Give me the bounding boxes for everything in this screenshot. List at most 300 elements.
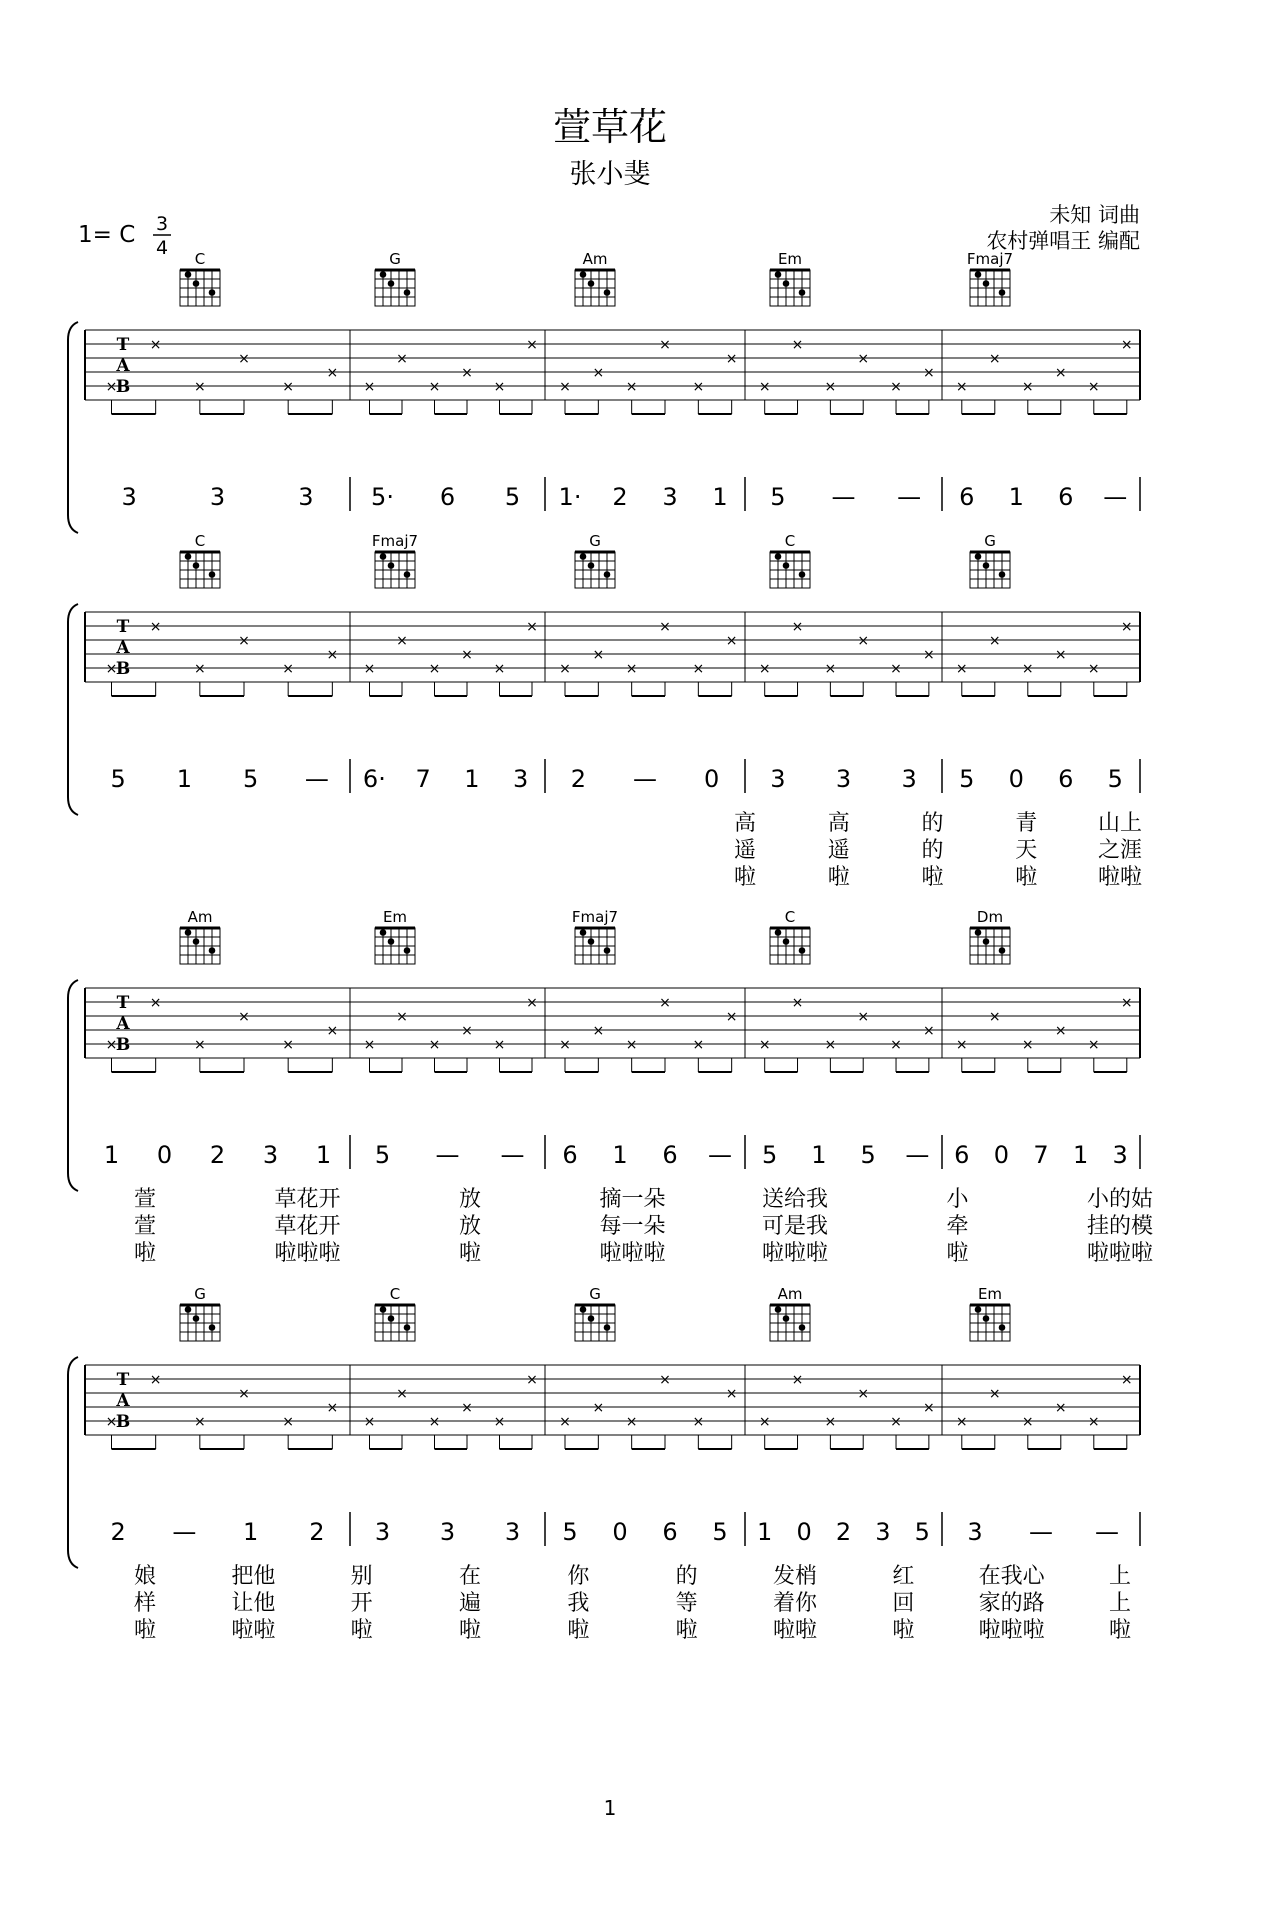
tab-mark: × <box>922 647 935 663</box>
tab-mark: × <box>559 1414 571 1430</box>
chord-diagram-finger-dot <box>775 553 782 560</box>
lyric-text: 青 <box>1015 811 1038 836</box>
chord-diagram-finger-dot <box>388 1315 395 1322</box>
chord-diagram-finger-dot <box>588 1315 595 1322</box>
tab-mark: × <box>149 1372 162 1388</box>
chord-diagram-finger-dot <box>209 571 216 578</box>
tab-mark: × <box>193 661 206 677</box>
tab-mark: × <box>890 379 902 395</box>
jianpu-note: 0 <box>993 1141 1010 1169</box>
system-bracket <box>68 604 78 815</box>
tab-mark: × <box>1087 661 1100 677</box>
time-signature-bottom: 4 <box>155 237 169 259</box>
jianpu-note: 3 <box>662 483 678 511</box>
lyric-text: 每一朵 <box>599 1214 666 1239</box>
chord-diagram-finger-dot <box>580 929 587 936</box>
jianpu-note: 1 <box>103 1141 120 1169</box>
lyric-text: 的 <box>675 1564 698 1589</box>
chord-diagram-finger-dot <box>185 929 192 936</box>
chord-diagram-finger-dot <box>775 271 782 278</box>
lyric-text: 高 <box>733 811 757 836</box>
lyric-text: 在 <box>458 1564 482 1589</box>
tab-mark: × <box>758 1414 771 1430</box>
jianpu-note: 7 <box>415 765 431 793</box>
tab-mark: × <box>1021 661 1034 677</box>
chord-diagram-finger-dot <box>580 553 587 560</box>
chord-diagram-finger-dot <box>799 571 806 578</box>
tab-mark: × <box>1087 379 1100 395</box>
system-bracket <box>68 980 78 1191</box>
tab-mark: × <box>105 379 118 395</box>
tab-mark: × <box>659 995 671 1011</box>
tab-mark: × <box>193 1037 206 1053</box>
tab-mark: × <box>955 1414 968 1430</box>
jianpu-note: 5 <box>914 1518 930 1546</box>
tab-mark: × <box>1021 1414 1034 1430</box>
chord-name: G <box>589 1285 601 1303</box>
jianpu-note: 3 <box>298 483 314 511</box>
lyric-text: 牵 <box>946 1214 969 1239</box>
tab-mark: × <box>857 633 870 649</box>
tab-mark: × <box>493 379 506 395</box>
tab-mark: × <box>326 1023 339 1039</box>
tab-mark: × <box>625 379 638 395</box>
lyric-text: 啦 <box>892 1618 915 1643</box>
tab-mark: × <box>1087 1414 1100 1430</box>
chord-diagram-finger-dot <box>388 938 395 945</box>
tab-mark: × <box>824 661 837 677</box>
tab-mark: × <box>922 365 935 381</box>
chord-diagram-finger-dot <box>404 289 411 296</box>
chord-name: G <box>589 532 601 550</box>
chord-diagram-finger-dot <box>193 562 200 569</box>
jianpu-note: 0 <box>612 1518 628 1546</box>
jianpu-note: 3 <box>967 1518 983 1546</box>
lyric-text: 回 <box>892 1591 915 1616</box>
jianpu-note: 7 <box>1033 1141 1049 1169</box>
system-bracket <box>68 1357 78 1568</box>
chord-name: C <box>784 532 796 550</box>
chord-diagram-finger-dot <box>975 1306 982 1313</box>
lyric-text: 小的姑 <box>1086 1187 1154 1212</box>
tab-mark: × <box>461 647 473 663</box>
tab-mark: × <box>238 351 250 367</box>
tab-mark: × <box>1054 1023 1067 1039</box>
lyric-text: 等 <box>675 1591 698 1616</box>
chord-diagram-finger-dot <box>380 1306 387 1313</box>
lyric-text: 娘 <box>133 1564 157 1589</box>
jianpu-note: 3 <box>209 483 226 511</box>
chord-diagram-finger-dot <box>799 1324 806 1331</box>
lyric-text: 啦 <box>458 1241 482 1266</box>
tab-mark: × <box>725 351 738 367</box>
jianpu-note: 1 <box>315 1141 332 1169</box>
jianpu-note: 6 <box>562 1141 578 1169</box>
chord-name: Em <box>977 1285 1003 1303</box>
jianpu-note: 1 <box>612 1141 628 1169</box>
chord-diagram-finger-dot <box>185 1306 192 1313</box>
jianpu-note: 3 <box>901 765 917 793</box>
lyric-text: 家的路 <box>978 1591 1045 1616</box>
chord-diagram-finger-dot <box>604 1324 611 1331</box>
lyric-text: 啦啦啦 <box>978 1618 1045 1643</box>
tab-mark: × <box>149 337 162 353</box>
jianpu-note: 5 <box>562 1518 578 1546</box>
tab-mark: × <box>1021 1037 1034 1053</box>
chord-diagram-finger-dot <box>999 571 1006 578</box>
lyric-text: 啦啦 <box>1097 865 1143 890</box>
chord-diagram-finger-dot <box>185 553 192 560</box>
tab-mark: × <box>238 1386 250 1402</box>
chord-diagram-finger-dot <box>209 289 216 296</box>
lyric-text: 啦 <box>133 1241 157 1266</box>
jianpu-note: 1 <box>811 1141 827 1169</box>
lyric-text: 可是我 <box>761 1214 829 1239</box>
tab-mark: × <box>625 1037 638 1053</box>
tab-clef-letter: A <box>116 1014 130 1034</box>
tab-mark: × <box>461 1400 473 1416</box>
jianpu-note: 1 <box>176 765 193 793</box>
chord-diagram-finger-dot <box>193 1315 200 1322</box>
chord-diagram-finger-dot <box>999 1324 1006 1331</box>
tab-mark: × <box>857 351 870 367</box>
lyric-text: 啦 <box>567 1618 590 1643</box>
tab-mark: × <box>988 633 1001 649</box>
tab-mark: × <box>363 1414 376 1430</box>
tab-mark: × <box>988 351 1001 367</box>
jianpu-note: — <box>1103 483 1128 511</box>
jianpu-note: 1· <box>558 483 582 511</box>
tab-mark: × <box>363 661 376 677</box>
system-3 <box>68 908 1153 1266</box>
tab-mark: × <box>396 1386 408 1402</box>
chord-name: Fmaj7 <box>571 908 619 926</box>
chord-diagram-finger-dot <box>983 280 990 287</box>
lyric-text: 啦 <box>921 865 944 890</box>
lyric-text: 遥 <box>733 838 757 863</box>
tab-mark: × <box>758 379 771 395</box>
chord-diagram-finger-dot <box>975 271 982 278</box>
lyric-text: 的 <box>921 811 944 836</box>
chord-name: C <box>194 250 206 268</box>
chord-diagram-finger-dot <box>380 553 387 560</box>
chord-name: Am <box>777 1285 803 1303</box>
jianpu-note: 2 <box>835 1518 852 1546</box>
lyric-text: 啦 <box>733 865 757 890</box>
jianpu-note: 3 <box>512 765 529 793</box>
tab-clef-letter: B <box>115 377 131 397</box>
tab-mark: × <box>824 1414 837 1430</box>
lyric-text: 送给我 <box>761 1187 829 1212</box>
jianpu-note: 2 <box>209 1141 226 1169</box>
jianpu-note: 0 <box>1008 765 1024 793</box>
jianpu-note: 0 <box>704 765 720 793</box>
jianpu-note: 5 <box>860 1141 876 1169</box>
chord-diagram-finger-dot <box>604 289 611 296</box>
chord-diagram-finger-dot <box>604 571 611 578</box>
tab-clef-letter: T <box>116 335 130 355</box>
lyric-text: 把他 <box>231 1564 276 1589</box>
jianpu-note: 3 <box>262 1141 279 1169</box>
lyric-text: 啦 <box>1015 865 1038 890</box>
tab-mark: × <box>428 1414 441 1430</box>
chord-diagram-finger-dot <box>775 1306 782 1313</box>
lyric-text: 在我心 <box>978 1564 1045 1589</box>
tab-mark: × <box>149 995 162 1011</box>
jianpu-note: — <box>172 1518 197 1546</box>
jianpu-note: — <box>708 1141 732 1169</box>
tab-mark: × <box>890 1414 902 1430</box>
tab-mark: × <box>725 1386 738 1402</box>
lyric-text: 我 <box>567 1591 590 1616</box>
jianpu-note: — <box>304 765 329 793</box>
tab-mark: × <box>326 647 339 663</box>
tab-mark: × <box>1054 1400 1067 1416</box>
jianpu-note: 5 <box>110 765 126 793</box>
tab-mark: × <box>692 379 705 395</box>
tab-mark: × <box>791 1372 804 1388</box>
tab-clef-letter: A <box>116 356 130 376</box>
chord-diagram-finger-dot <box>193 280 200 287</box>
tab-mark: × <box>326 1400 339 1416</box>
tab-mark: × <box>193 1414 206 1430</box>
lyric-text: 让他 <box>231 1591 276 1616</box>
tab-mark: × <box>592 365 605 381</box>
chord-diagram-finger-dot <box>209 947 216 954</box>
chord-diagram-finger-dot <box>799 947 806 954</box>
chord-diagram-finger-dot <box>380 271 387 278</box>
tab-mark: × <box>493 661 506 677</box>
lyric-text: 啦啦啦 <box>274 1241 341 1266</box>
tab-mark: × <box>1054 647 1067 663</box>
lyric-text: 啦 <box>946 1241 969 1266</box>
jianpu-note: — <box>1029 1518 1053 1546</box>
tab-mark: × <box>282 1414 295 1430</box>
chord-diagram-finger-dot <box>588 938 595 945</box>
lyricist-composer-credit: 未知 词曲 <box>1049 203 1140 227</box>
chord-diagram-finger-dot <box>783 562 790 569</box>
tab-mark: × <box>659 1372 671 1388</box>
chord-name: C <box>389 1285 401 1303</box>
chord-name: Fmaj7 <box>966 250 1014 268</box>
jianpu-note: 2 <box>612 483 628 511</box>
chord-name: C <box>194 532 206 550</box>
tab-mark: × <box>396 633 408 649</box>
tab-mark: × <box>592 1400 605 1416</box>
chord-name: G <box>389 250 401 268</box>
jianpu-note: — <box>831 483 856 511</box>
chord-diagram-finger-dot <box>799 289 806 296</box>
tab-mark: × <box>493 1414 506 1430</box>
chord-name: Em <box>382 908 408 926</box>
tab-mark: × <box>1120 995 1133 1011</box>
jianpu-note: 0 <box>796 1518 812 1546</box>
tab-mark: × <box>659 337 671 353</box>
jianpu-note: 2 <box>110 1518 126 1546</box>
tab-mark: × <box>396 351 408 367</box>
tab-mark: × <box>493 1037 506 1053</box>
tab-mark: × <box>922 1023 935 1039</box>
tab-mark: × <box>824 1037 837 1053</box>
tab-clef-letter: A <box>116 1391 130 1411</box>
tab-mark: × <box>692 1037 705 1053</box>
lyric-text: 草花开 <box>274 1214 341 1239</box>
jianpu-note: — <box>633 765 657 793</box>
chord-diagram-finger-dot <box>580 271 587 278</box>
tab-mark: × <box>396 1009 408 1025</box>
jianpu-note: 3 <box>439 1518 456 1546</box>
jianpu-note: — <box>1095 1518 1119 1546</box>
tab-clef-letter: B <box>115 659 131 679</box>
jianpu-note: — <box>500 1141 525 1169</box>
tab-mark: × <box>1120 337 1133 353</box>
jianpu-note: 5 <box>712 1518 728 1546</box>
chord-diagram-finger-dot <box>209 1324 216 1331</box>
tab-clef-letter: B <box>115 1412 131 1432</box>
chord-diagram-finger-dot <box>580 1306 587 1313</box>
key-signature: 1= C <box>78 222 136 248</box>
tab-mark: × <box>1120 619 1133 635</box>
tab-mark: × <box>105 1037 118 1053</box>
tab-mark: × <box>1120 1372 1133 1388</box>
lyric-text: 遥 <box>827 838 850 863</box>
tab-mark: × <box>326 365 339 381</box>
jianpu-note: 6 <box>662 1518 678 1546</box>
lyric-text: 发梢 <box>772 1564 818 1589</box>
system-4 <box>68 1285 1140 1643</box>
tab-mark: × <box>1021 379 1034 395</box>
tab-mark: × <box>363 1037 376 1053</box>
lyric-text: 红 <box>892 1564 915 1589</box>
jianpu-note: 3 <box>121 483 137 511</box>
tab-mark: × <box>363 379 376 395</box>
chord-diagram-finger-dot <box>983 562 990 569</box>
lyric-text: 草花开 <box>274 1187 341 1212</box>
tab-clef-letter: T <box>116 617 130 637</box>
tab-mark: × <box>559 661 571 677</box>
chord-name: Am <box>582 250 608 268</box>
lyric-text: 啦啦啦 <box>599 1241 666 1266</box>
lyric-text: 上 <box>1108 1564 1132 1589</box>
tab-mark: × <box>692 1414 705 1430</box>
tab-mark: × <box>461 365 473 381</box>
tab-clef-letter: T <box>116 1370 130 1390</box>
tab-mark: × <box>857 1009 870 1025</box>
tab-mark: × <box>758 1037 771 1053</box>
lyric-text: 你 <box>567 1564 590 1589</box>
lyric-text: 着你 <box>772 1591 818 1616</box>
tab-mark: × <box>526 995 538 1011</box>
tab-mark: × <box>559 379 571 395</box>
lyric-text: 啦 <box>458 1618 482 1643</box>
lyric-text: 啦啦 <box>231 1618 276 1643</box>
lyric-text: 小 <box>946 1187 969 1212</box>
jianpu-note: — <box>905 1141 930 1169</box>
system-bracket <box>68 322 78 533</box>
chord-name: Em <box>777 250 803 268</box>
tab-mark: × <box>988 1009 1001 1025</box>
lyric-text: 上 <box>1108 1591 1132 1616</box>
tab-mark: × <box>955 1037 968 1053</box>
tab-mark: × <box>193 379 206 395</box>
jianpu-note: 2 <box>309 1518 325 1546</box>
jianpu-note: 3 <box>835 765 852 793</box>
lyric-text: 啦 <box>827 865 850 890</box>
lyric-text: 啦 <box>350 1618 373 1643</box>
lyric-text: 样 <box>133 1591 157 1616</box>
score-systems <box>68 250 1153 1643</box>
lyric-text: 啦啦啦 <box>761 1241 829 1266</box>
jianpu-note: 1 <box>757 1518 773 1546</box>
system-1 <box>68 250 1140 533</box>
lyric-text: 放 <box>458 1187 482 1212</box>
song-title: 萱草花 <box>552 105 668 149</box>
jianpu-note: 6 <box>1058 765 1074 793</box>
lyric-text: 遍 <box>458 1591 482 1616</box>
tab-mark: × <box>1054 365 1067 381</box>
tab-mark: × <box>526 1372 538 1388</box>
lyric-text: 天 <box>1015 838 1038 863</box>
chord-name: Dm <box>976 908 1004 926</box>
chord-diagram-finger-dot <box>388 562 395 569</box>
jianpu-note: 0 <box>156 1141 173 1169</box>
lyric-text: 的 <box>921 838 944 863</box>
tab-mark: × <box>238 1009 250 1025</box>
lyric-text: 萱 <box>133 1214 157 1239</box>
jianpu-note: 6 <box>1058 483 1074 511</box>
lyric-text: 放 <box>458 1214 482 1239</box>
jianpu-note: 1 <box>1072 1141 1089 1169</box>
tab-mark: × <box>625 1414 638 1430</box>
jianpu-note: 3 <box>875 1518 891 1546</box>
jianpu-note: 3 <box>1112 1141 1128 1169</box>
tab-mark: × <box>988 1386 1001 1402</box>
tab-mark: × <box>428 1037 441 1053</box>
jianpu-note: 5 <box>374 1141 391 1169</box>
jianpu-note: 5· <box>371 483 394 511</box>
jianpu-note: 5 <box>1107 765 1123 793</box>
artist-name: 张小斐 <box>569 159 651 190</box>
lyric-text: 之涯 <box>1097 838 1143 863</box>
jianpu-note: 5 <box>959 765 975 793</box>
jianpu-note: 5 <box>761 1141 778 1169</box>
system-2 <box>68 532 1142 890</box>
jianpu-note: 6 <box>662 1141 678 1169</box>
chord-diagram-finger-dot <box>404 571 411 578</box>
time-signature-top: 3 <box>155 213 169 235</box>
lyric-text: 别 <box>350 1564 373 1589</box>
jianpu-note: 6 <box>439 483 456 511</box>
jianpu-note: — <box>435 1141 460 1169</box>
chord-diagram-finger-dot <box>380 929 387 936</box>
jianpu-note: 6 <box>959 483 975 511</box>
tab-mark: × <box>791 619 804 635</box>
tab-mark: × <box>955 379 968 395</box>
tab-mark: × <box>559 1037 571 1053</box>
chord-diagram-finger-dot <box>999 289 1006 296</box>
tab-mark: × <box>282 1037 295 1053</box>
jianpu-note: 5 <box>242 765 259 793</box>
chord-diagram-finger-dot <box>588 562 595 569</box>
chord-name: C <box>784 908 796 926</box>
tab-mark: × <box>282 661 295 677</box>
tab-mark: × <box>725 1009 738 1025</box>
chord-diagram-finger-dot <box>783 938 790 945</box>
tab-mark: × <box>428 661 441 677</box>
jianpu-note: 1 <box>1008 483 1024 511</box>
chord-name: G <box>194 1285 206 1303</box>
tab-mark: × <box>692 661 705 677</box>
